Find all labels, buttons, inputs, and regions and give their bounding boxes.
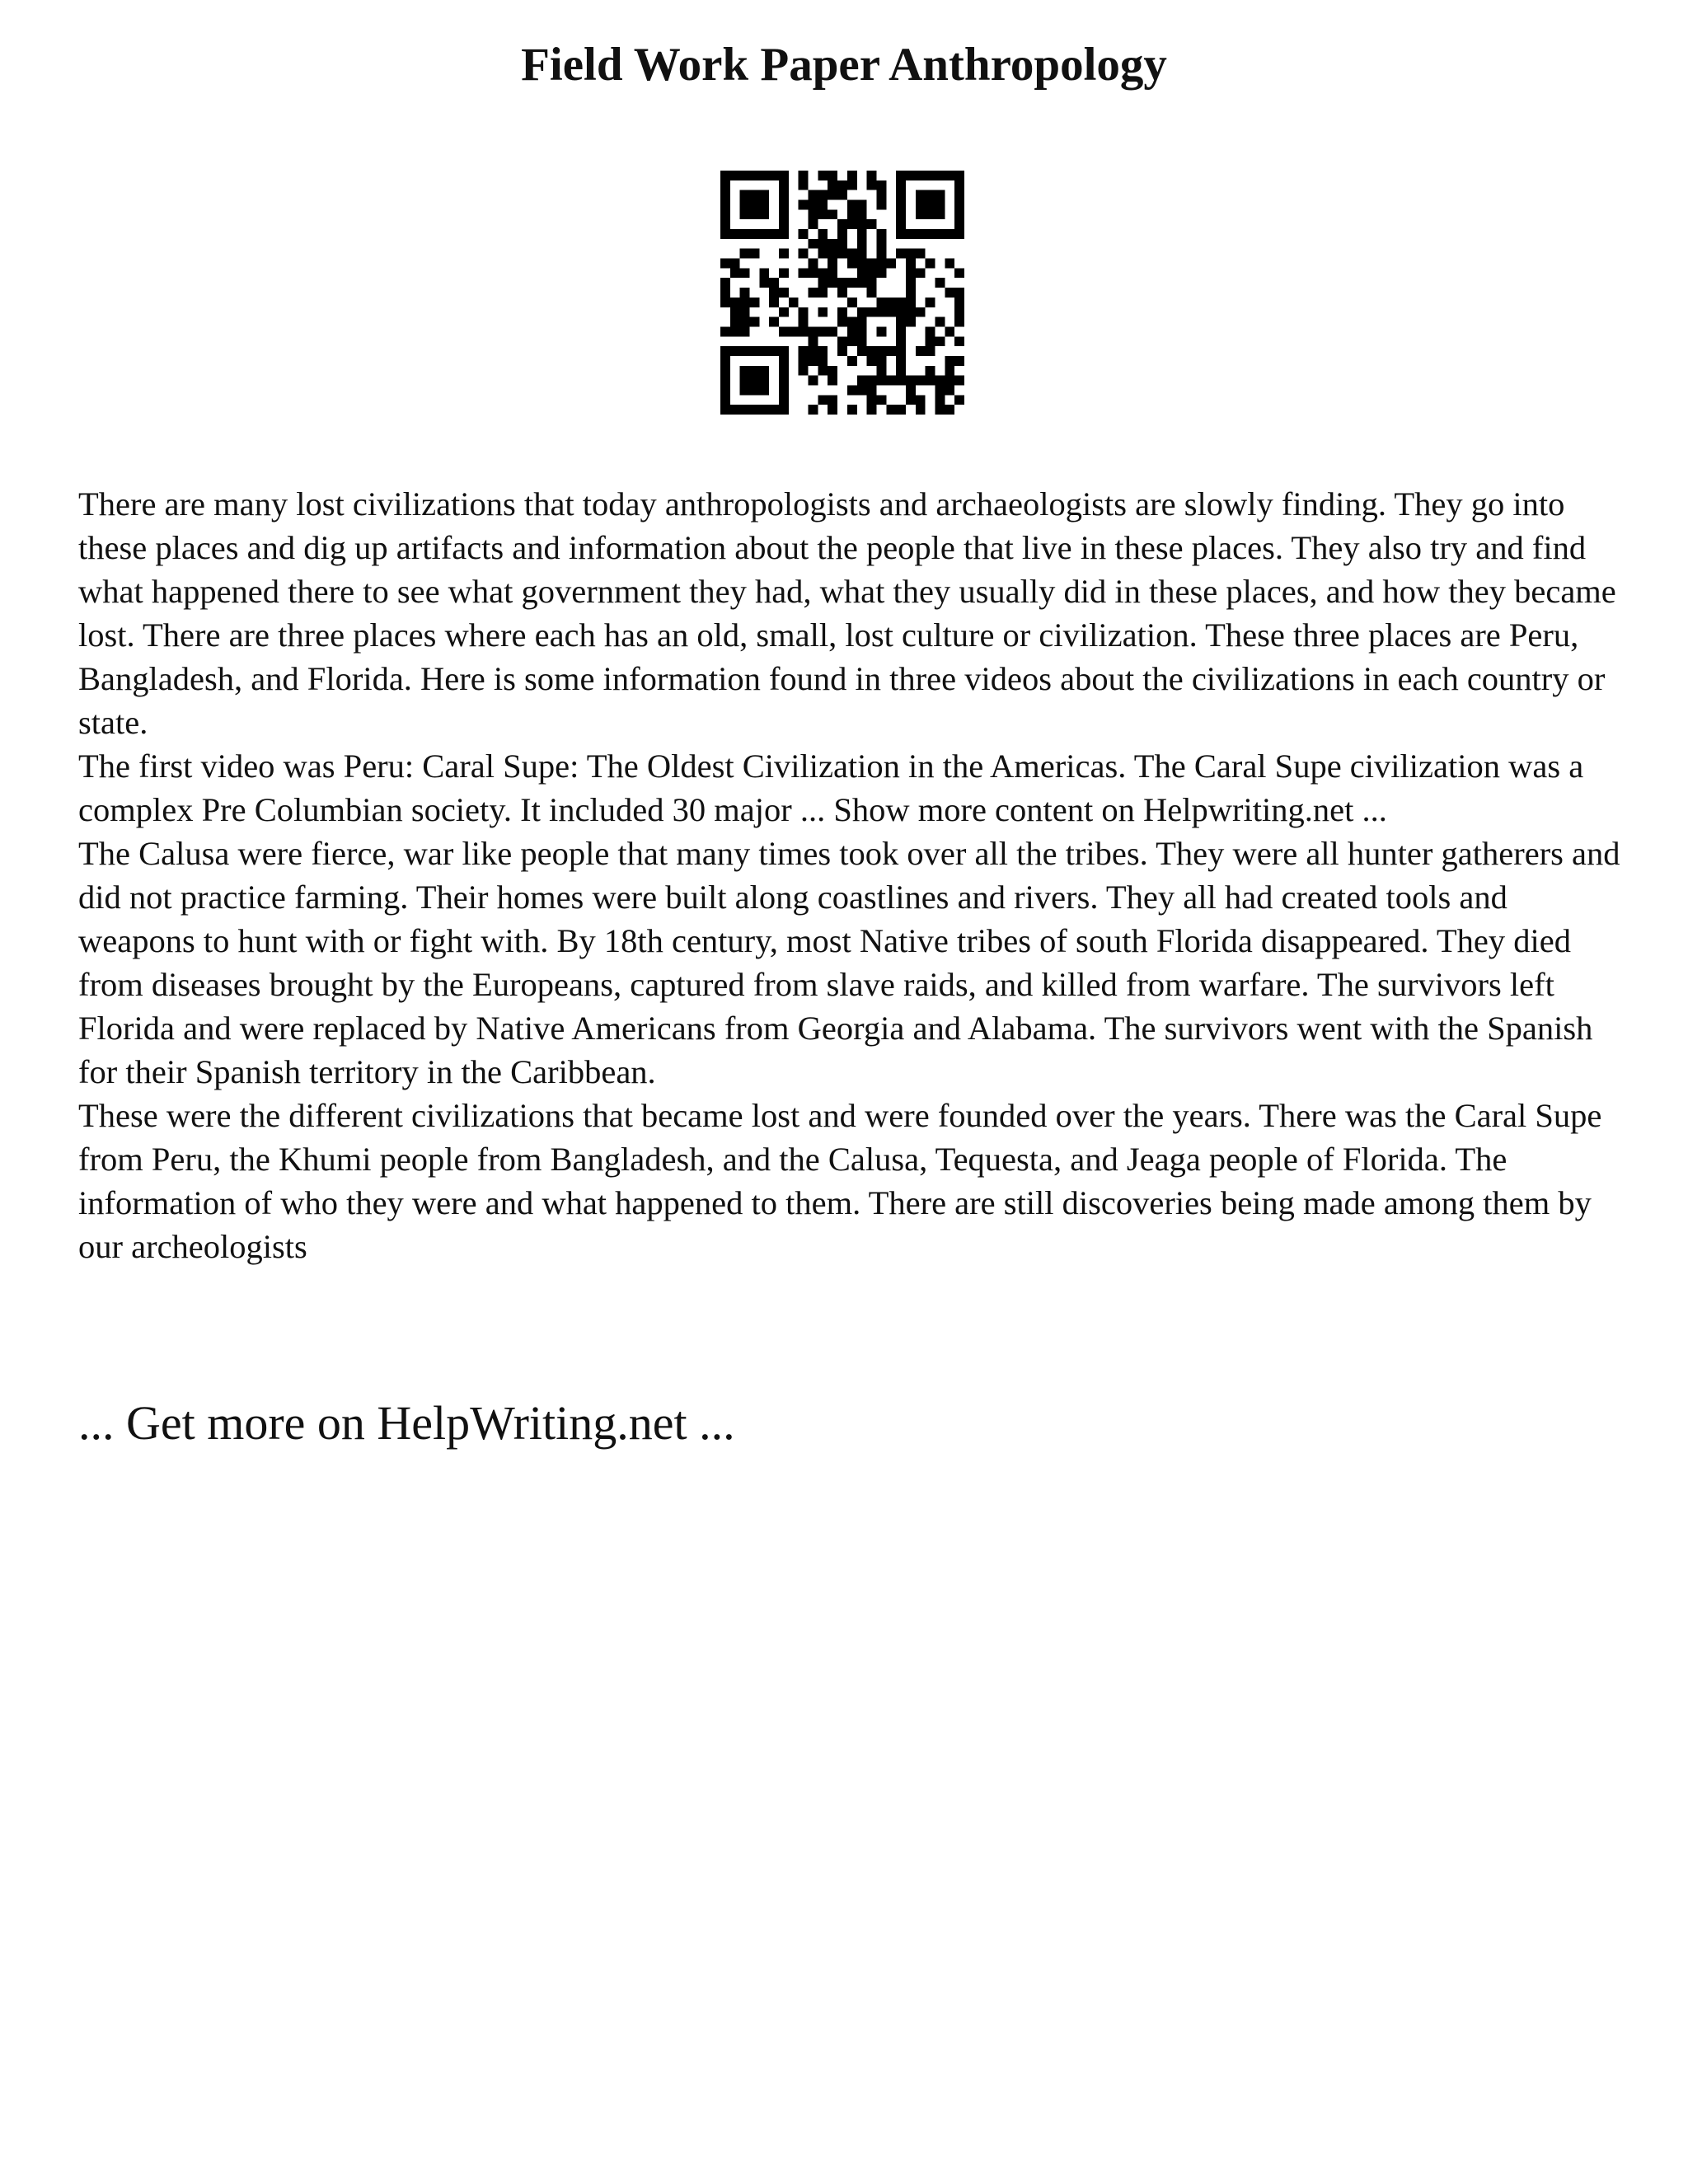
page-title: Field Work Paper Anthropology — [521, 39, 1167, 91]
qr-code-graphic — [720, 171, 964, 415]
paragraph-conclusion: These were the different civilizations that became lost and were founded over the years. There was the Caral Supe from Peru, the Khumi people from Bangladesh, and the Calusa, Tequesta, and Jeaga people of Florida. The information of who they were and what happened to them. There are still discoveries being made among them by our archeologists — [78, 1097, 1602, 1265]
article-body — [78, 482, 1628, 1268]
paragraph-peru: The first video was Peru: Caral Supe: The Oldest Civilization in the Americas. The Caral Supe civilization was a complex Pre Columbian society. It included 30 major ... Show more content on Helpwriting.net ... — [78, 748, 1584, 828]
paragraph-calusa: The Calusa were fierce, war like people that many times took over all the tribes. They were all hunter gatherers and did not practice farming. Their homes were built along coastlines and rivers. They all had created tools and weapons to hunt with or fight with. By 18th century, most Native tribes of south Florida disappeared. They died from diseases brought by the Europeans, captured from slave raids, and killed from warfare. The survivors left Florida and were replaced by Native Americans from Georgia and Alabama. The survivors went with the Spanish for their Spanish territory in the Caribbean. — [78, 835, 1620, 1090]
get-more-link[interactable]: ... Get more on HelpWriting.net ... — [78, 1396, 735, 1450]
paragraph-intro: There are many lost civilizations that today anthropologists and archaeologists are slowly finding. They go into these places and dig up artifacts and information about the people that live in these places. They also try and find what happened there to see what government they had, what they usually did in these places, and how they became lost. There are three places where each has an old, small, lost culture or civilization. These three places are Peru, Bangladesh, and Florida. Here is some information found in three videos about the civilizations in each country or state. — [78, 485, 1616, 741]
qr-code-icon — [720, 171, 964, 415]
